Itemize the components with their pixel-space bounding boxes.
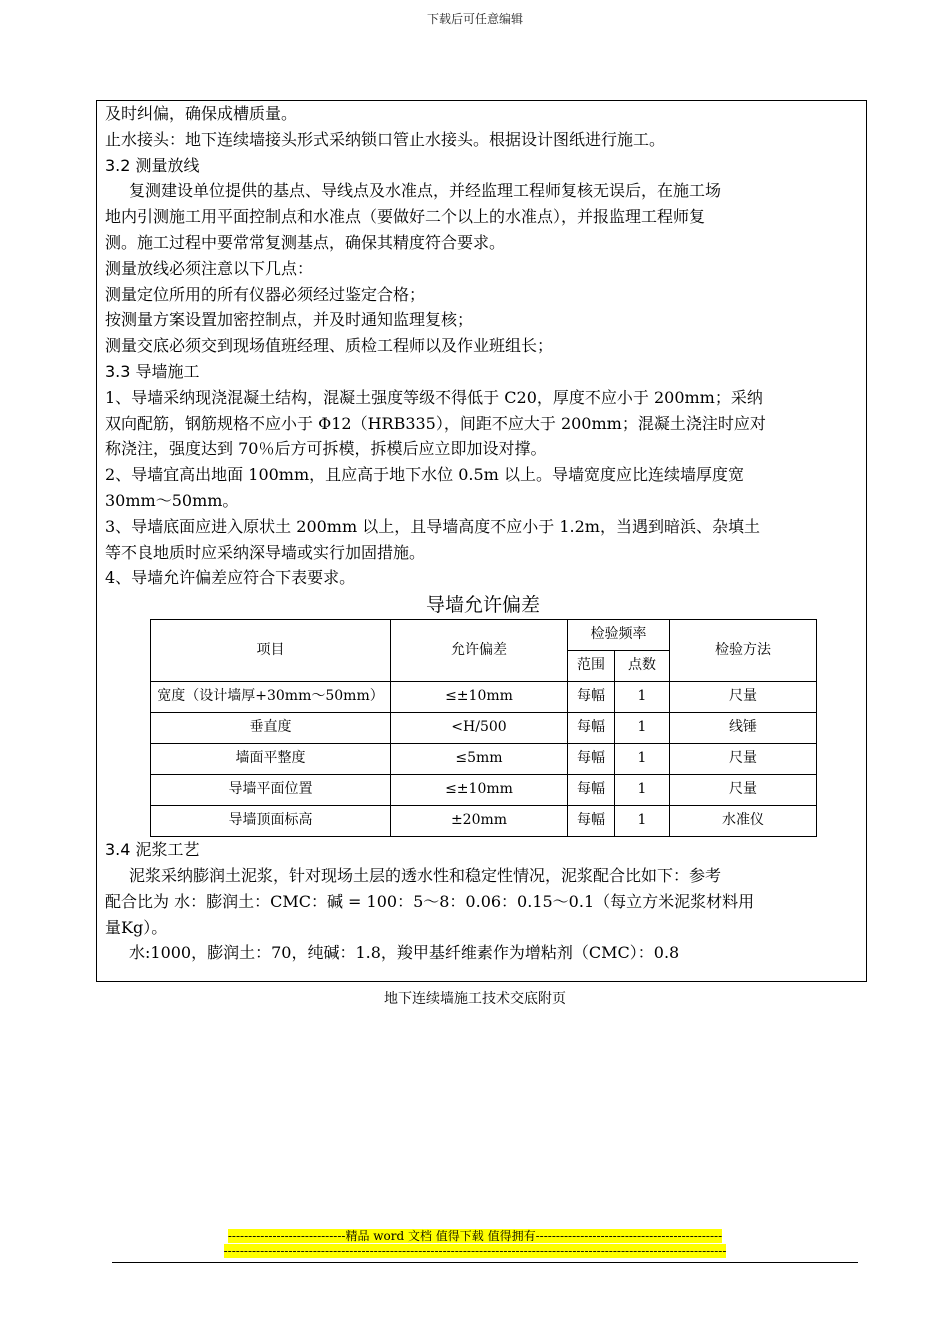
paragraph-line: 2、导墙宜高出地面 100mm，且应高于地下水位 0.5m 以上。导墙宽度应比连续墙厚度宽 [105, 465, 744, 485]
cell-range: 每幅 [568, 775, 615, 806]
paragraph-line: 测量定位所用的所有仪器必须经过鉴定合格； [105, 284, 426, 304]
cell-item: 垂直度 [151, 713, 391, 744]
cell-range: 每幅 [568, 713, 615, 744]
cell-tolerance: ≤5mm [391, 744, 568, 775]
paragraph-line: 测量放线必须注意以下几点： [105, 258, 314, 278]
cell-points: 1 [615, 682, 670, 713]
cell-range: 每幅 [568, 744, 615, 775]
section-heading-3-3: 3.3 导墙施工 [105, 361, 200, 381]
table-row [151, 775, 817, 806]
header-points: 点数 [615, 651, 670, 682]
paragraph-line: 量Kg）。 [105, 917, 168, 937]
section-heading-3-2: 3.2 测量放线 [105, 155, 200, 175]
promo-banner-text: -----------------------------精品 word 文档 值得下载 值得拥有---------------------------------------------- [227, 1229, 723, 1243]
cell-method: 尺量 [670, 775, 817, 806]
cell-item: 导墙平面位置 [151, 775, 391, 806]
section-heading-3-4: 3.4 泥浆工艺 [105, 840, 200, 860]
header-frequency: 检验频率 [568, 620, 670, 651]
paragraph-line: 双向配筋，钢筋规格不应小于 Φ12（HRB335），间距不应大于 200mm；混凝土浇注时应对 [105, 413, 766, 433]
cell-range: 每幅 [568, 806, 615, 837]
header-item: 项目 [151, 620, 391, 682]
cell-method: 尺量 [670, 682, 817, 713]
cell-points: 1 [615, 806, 670, 837]
cell-points: 1 [615, 775, 670, 806]
paragraph-line: 等不良地质时应采纳深导墙或实行加固措施。 [105, 542, 426, 562]
paragraph-line: 水:1000，膨润土：70，纯碱：1.8，羧甲基纤维素作为增粘剂（CMC）：0.8 [129, 943, 680, 963]
paragraph-line: 测量交底必须交到现场值班经理、质检工程师以及作业班组长； [105, 336, 554, 356]
bottom-rule [112, 1262, 858, 1263]
paragraph-line: 配合比为 水：膨润土：CMC：碱 = 100：5～8：0.06：0.15～0.1（每立方米泥浆材料用 [105, 891, 755, 911]
document-body [105, 101, 861, 966]
paragraph-line: 测。施工过程中要常常复测基点，确保其精度符合要求。 [105, 232, 506, 252]
cell-method: 线锤 [670, 713, 817, 744]
header-range: 范围 [568, 651, 615, 682]
table-row [151, 744, 817, 775]
paragraph-line: 按测量方案设置加密控制点，并及时通知监理复核； [105, 310, 474, 330]
paragraph-line: 泥浆采纳膨润土泥浆，针对现场土层的透水性和稳定性情况，泥浆配合比如下：参考 [129, 865, 722, 885]
cell-method: 水准仪 [670, 806, 817, 837]
paragraph-line: 3、导墙底面应进入原状土 200mm 以上，且导墙高度不应小于 1.2m，当遇到暗浜、杂填土 [105, 516, 760, 536]
cell-item: 宽度（设计墙厚+30mm～50mm） [151, 682, 391, 713]
paragraph-line: 30mm～50mm。 [105, 490, 239, 510]
header-tolerance: 允许偏差 [391, 620, 568, 682]
paragraph-line: 地内引测施工用平面控制点和水准点（要做好二个以上的水准点），并报监理工程师复 [105, 207, 706, 227]
content-frame [96, 100, 867, 982]
paragraph-line: 1、导墙采纳现浇混凝土结构，混凝土强度等级不得低于 C20，厚度不应小于 200mm；采纳 [105, 387, 763, 407]
header-note: 下载后可任意编辑 [426, 12, 523, 26]
tolerance-table [150, 619, 817, 837]
paragraph-line: 复测建设单位提供的基点、导线点及水准点，并经监理工程师复核无误后，在施工场 [129, 181, 722, 201]
cell-tolerance: ≤±10mm [391, 682, 568, 713]
cell-tolerance: ≤±10mm [391, 775, 568, 806]
cell-item: 导墙顶面标高 [151, 806, 391, 837]
cell-tolerance: ±20mm [391, 806, 568, 837]
table-row [151, 806, 817, 837]
promo-banner-line-2 [0, 1245, 950, 1258]
cell-item: 墙面平整度 [151, 744, 391, 775]
table-row [151, 713, 817, 744]
cell-range: 每幅 [568, 682, 615, 713]
paragraph-line: 称浇注，强度达到 70％后方可拆模，拆模后应立即加设对撑。 [105, 439, 547, 459]
cell-points: 1 [615, 744, 670, 775]
paragraph-line: 止水接头：地下连续墙接头形式采纳锁口管止水接头。根据设计图纸进行施工。 [105, 129, 666, 149]
table-row [151, 682, 817, 713]
header-method: 检验方法 [670, 620, 817, 682]
cell-method: 尺量 [670, 744, 817, 775]
paragraph-line: 4、导墙允许偏差应符合下表要求。 [105, 568, 356, 588]
cell-points: 1 [615, 713, 670, 744]
table-title: 导墙允许偏差 [425, 594, 540, 617]
footer-caption: 地下连续墙施工技术交底附页 [384, 991, 566, 1007]
cell-tolerance: <H/500 [391, 713, 568, 744]
paragraph-line: 及时纠偏，确保成槽质量。 [105, 104, 298, 123]
promo-banner-line-1 [0, 1230, 950, 1243]
promo-banner-dashes: ---------------------------------------------------------------------------------------------------------------------------- [223, 1244, 727, 1258]
